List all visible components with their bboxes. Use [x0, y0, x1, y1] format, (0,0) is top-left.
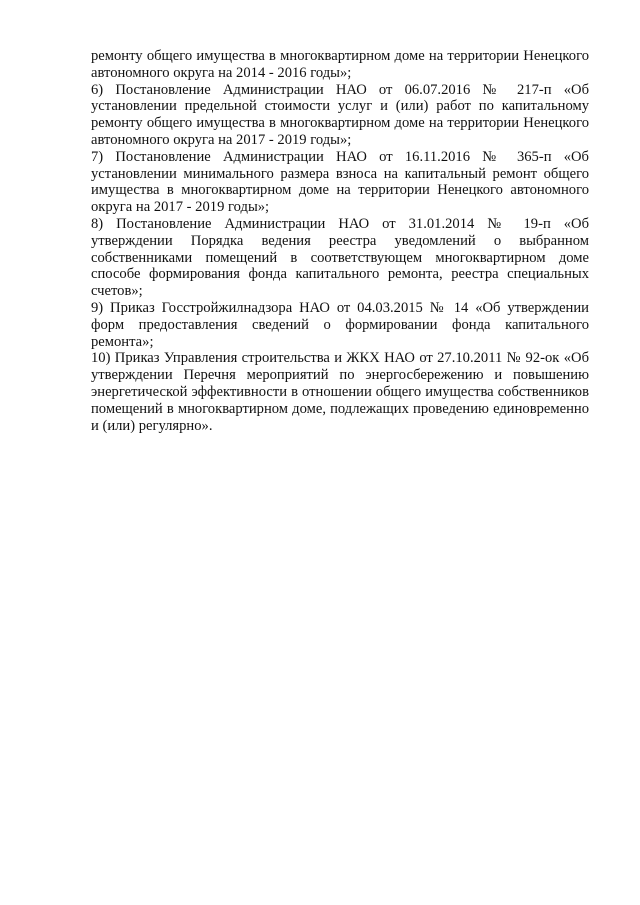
paragraph-continuation-item-5: ремонту общего имущества в многоквартирном доме на территории Ненецкого автономного округа на 2014 - 2016 годы»; [91, 48, 589, 81]
paragraph-item-6: 6) Постановление Администрации НАО от 06.07.2016 № 217-п «Об установлении предельной стоимости услуг и (или) работ по капитальному ремонту общего имущества в многоквартирном доме на территории Ненецкого автономного округа на 2017 - 2019 годы»; [91, 81, 589, 148]
paragraph-item-9: 9) Приказ Госстройжилнадзора НАО от 04.03.2015 № 14 «Об утверждении форм предоставления сведений о формировании фонда капитального ремонта»; [91, 299, 589, 350]
paragraph-item-8: 8) Постановление Администрации НАО от 31.01.2014 № 19-п «Об утверждении Порядка ведения реестра уведомлений о выбранном собственниками помещений в соответствующем многоквартирном доме способе формирования фонда капитального ремонта, реестра специальных счетов»; [91, 215, 589, 300]
document-body [91, 48, 589, 434]
paragraph-item-7: 7) Постановление Администрации НАО от 16.11.2016 № 365-п «Об установлении минимального размера взноса на капитальный ремонт общего имущества в многоквартирном доме на территории Ненецкого автономного округа на 2017 - 2019 годы»; [91, 148, 589, 216]
paragraph-item-10: 10) Приказ Управления строительства и ЖКХ НАО от 27.10.2011 № 92-ок «Об утверждении Перечня мероприятий по энергосбережению и повышению энергетической эффективности в отношении общего имущества собственников помещений в многоквартирном доме, подлежащих проведению единовременно и (или) регулярно». [91, 350, 589, 434]
